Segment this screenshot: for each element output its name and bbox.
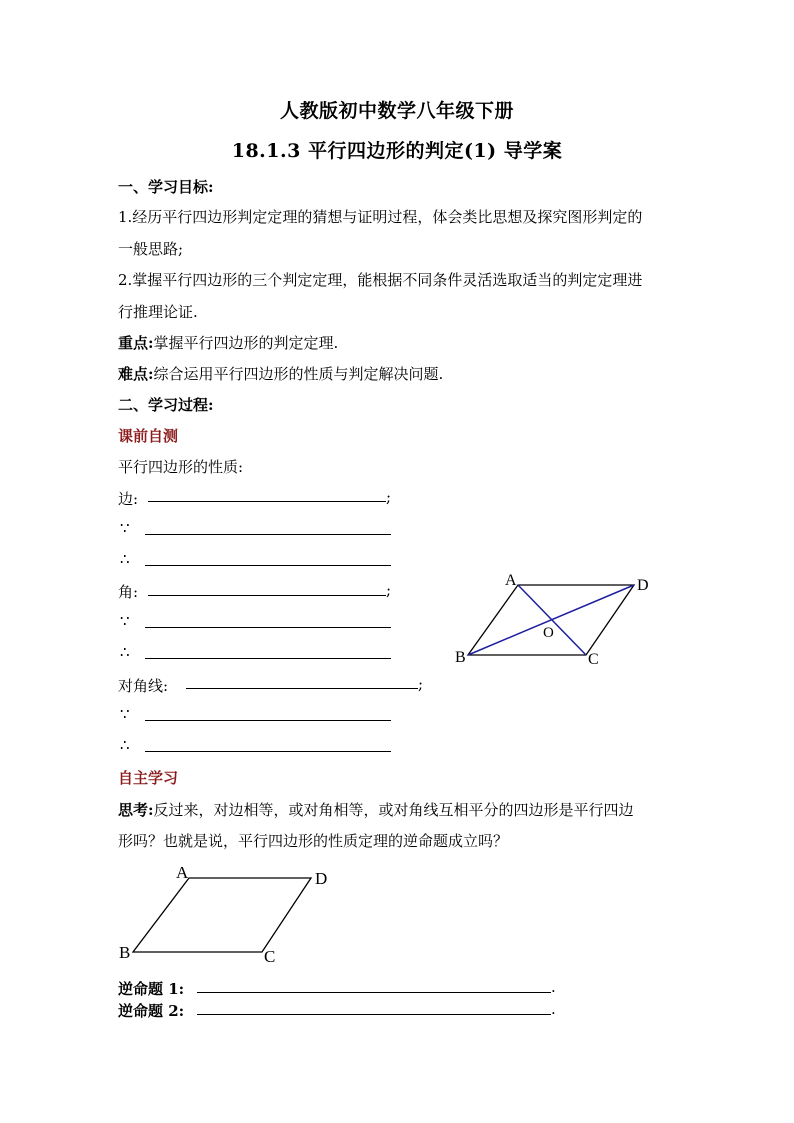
document-title: 人教版初中数学八年级下册 — [279, 100, 514, 122]
difficulty-label: 难点: — [118, 365, 154, 383]
think-line-2: 形吗？也就是说，平行四边形的性质定理的逆命题成立吗？ — [118, 832, 509, 850]
because-symbol: ∵ — [120, 519, 130, 537]
pretest-heading: 课前自测 — [118, 427, 179, 445]
lesson-title: 18.1.3 平行四边形的判定(1) 导学案 — [231, 140, 563, 162]
think-line-1 — [118, 799, 634, 820]
because-symbol: ∵ — [120, 705, 130, 723]
think-text-1: 反过来，对边相等，或对角相等，或对角线互相平分的四边形是平行四边 — [153, 801, 634, 819]
converse-1-answer-line[interactable] — [197, 992, 551, 993]
parallelogram-diagram — [115, 858, 345, 970]
self-study-heading: 自主学习 — [118, 769, 179, 787]
properties-label: 平行四边形的性质: — [118, 458, 244, 476]
converse-2-answer-line[interactable] — [197, 1014, 551, 1015]
goal-2-line-2: 行推理论证. — [118, 303, 198, 321]
key-point-label: 重点: — [118, 334, 154, 352]
vertex-b-label: B — [455, 649, 466, 666]
think-label: 思考: — [118, 801, 154, 819]
angle-label: 角: — [118, 583, 139, 601]
angle-therefore-line[interactable] — [145, 658, 391, 659]
therefore-symbol: ∴ — [120, 736, 130, 754]
key-point — [118, 332, 338, 353]
key-point-text: 掌握平行四边形的判定定理. — [153, 334, 339, 352]
therefore-symbol: ∴ — [120, 643, 130, 661]
vertex-c-label: C — [588, 651, 599, 668]
difficulty-text: 综合运用平行四边形的性质与判定解决问题. — [153, 365, 444, 383]
goal-2-line-1: 2.掌握平行四边形的三个判定定理，能根据不同条件灵活选取适当的判定定理进 — [118, 271, 643, 289]
angle-semicolon: ; — [386, 581, 392, 599]
vertex-a-label-2: A — [176, 863, 189, 882]
converse-2-label: 逆命题 2: — [118, 1002, 185, 1020]
parallelogram-diagram-with-diagonals — [440, 565, 660, 675]
angle-answer-line[interactable] — [148, 595, 386, 596]
vertex-b-label-2: B — [119, 943, 131, 962]
side-because-line[interactable] — [145, 534, 391, 535]
goals-heading: 一、学习目标: — [118, 178, 214, 196]
diagonal-because-line[interactable] — [145, 720, 391, 721]
converse-1-label: 逆命题 1: — [118, 980, 185, 998]
diagonal-label: 对角线: — [118, 677, 169, 695]
goal-1-line-2: 一般思路; — [118, 240, 184, 258]
therefore-symbol: ∴ — [120, 550, 130, 568]
diagonal-therefore-line[interactable] — [145, 751, 391, 752]
vertex-d-label-2: D — [315, 869, 328, 888]
difficulty-point — [118, 363, 443, 384]
goal-1-line-1: 1.经历平行四边形判定定理的猜想与证明过程，体会类比思想及探究图形判定的 — [118, 208, 643, 226]
parallelogram-outline-2 — [133, 878, 311, 952]
diagonal-answer-line[interactable] — [186, 688, 418, 689]
vertex-d-label: D — [637, 577, 649, 594]
process-heading: 二、学习过程: — [118, 396, 214, 414]
converse-2-period: . — [551, 1000, 556, 1018]
side-label: 边: — [118, 490, 139, 508]
vertex-c-label-2: C — [264, 947, 276, 966]
angle-because-line[interactable] — [145, 627, 391, 628]
diagonal-semicolon: ; — [418, 675, 424, 693]
side-semicolon: ; — [386, 488, 392, 506]
center-o-label: O — [543, 625, 554, 641]
side-answer-line[interactable] — [148, 501, 386, 502]
converse-1-period: . — [551, 978, 556, 996]
vertex-a-label: A — [505, 572, 517, 589]
because-symbol: ∵ — [120, 612, 130, 630]
side-therefore-line[interactable] — [145, 565, 391, 566]
